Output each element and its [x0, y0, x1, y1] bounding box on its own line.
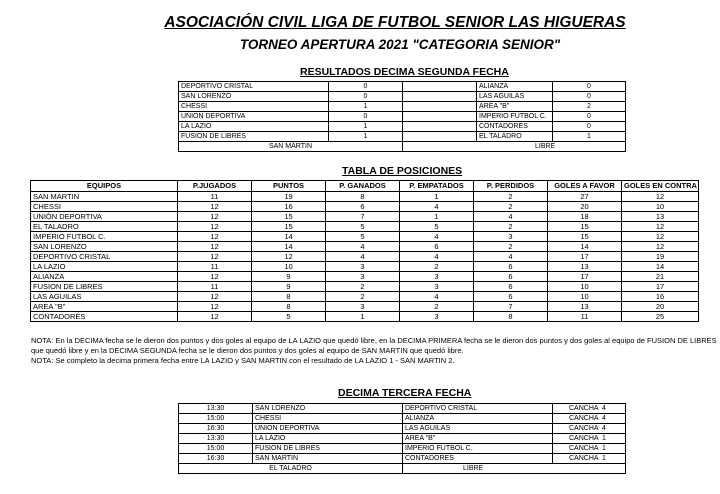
field-cell: CANCHA 1	[553, 444, 626, 454]
team-name: IMPERIO FUTBOL C.	[31, 232, 178, 242]
team-name: SAN MARTIN	[31, 192, 178, 202]
standings-table	[30, 180, 699, 322]
stat-cell: 7	[474, 302, 548, 312]
stat-cell: 17	[548, 252, 622, 262]
result-row	[179, 82, 626, 92]
fixture-row	[179, 424, 626, 434]
stat-cell: 5	[252, 312, 326, 322]
table-row	[31, 282, 699, 292]
stat-cell: 5	[326, 222, 400, 232]
away-team: ALIANZA	[477, 82, 553, 92]
stat-cell: 11	[178, 282, 252, 292]
note-line-1: NOTA: En la DECIMA fecha se le dieron dos puntos y dos goles al equipo de LA LAZIO que quedó libre, en la DECIMA PRIMERA fecha se le dieron dos puntos y dos goles al equipo de FUSION DE LIBRES	[31, 336, 717, 345]
home-team: FUSION DE LIBRES	[253, 444, 403, 454]
stat-cell: 4	[400, 232, 474, 242]
table-row	[31, 242, 699, 252]
home-team: SAN MARTIN	[253, 454, 403, 464]
stat-cell: 14	[252, 232, 326, 242]
home-team: UNION DEPORTIVA	[179, 112, 329, 122]
table-row	[31, 192, 699, 202]
stat-cell: 6	[474, 282, 548, 292]
stat-cell: 4	[474, 212, 548, 222]
away-team: IMPERIO FUTBOL C.	[477, 112, 553, 122]
home-team: UNION DEPORTIVA	[253, 424, 403, 434]
stat-cell: 12	[252, 252, 326, 262]
result-row	[179, 132, 626, 142]
stat-cell: 8	[326, 192, 400, 202]
column-header: P. GANADOS	[326, 181, 400, 192]
result-row	[179, 112, 626, 122]
table-row	[31, 272, 699, 282]
stat-cell: 12	[178, 292, 252, 302]
stat-cell: 15	[548, 222, 622, 232]
stat-cell: 10	[252, 262, 326, 272]
column-header: P. PERDIDOS	[474, 181, 548, 192]
stat-cell: 2	[474, 242, 548, 252]
stat-cell: 6	[474, 262, 548, 272]
stat-cell: 3	[400, 312, 474, 322]
stat-cell: 6	[474, 272, 548, 282]
away-score: 1	[553, 132, 626, 142]
column-header: GOLES EN CONTRA	[622, 181, 699, 192]
stat-cell: 8	[252, 302, 326, 312]
note-line-2: que quedó libre y en la DECIMA SEGUNDA fecha se le dieron dos puntos y dos goles al equipo de SAN MARTIN que quedó libre.	[31, 346, 464, 355]
stat-cell: 4	[326, 252, 400, 262]
bye-row	[179, 142, 626, 152]
column-header: PUNTOS	[252, 181, 326, 192]
stat-cell: 1	[400, 192, 474, 202]
away-team: CONTADORES	[403, 454, 553, 464]
stat-cell: 15	[252, 222, 326, 232]
home-score: 0	[329, 82, 403, 92]
home-team: LA LAZIO	[179, 122, 329, 132]
note-line-3: NOTA: Se completo la decima primera fecha entre LA LAZIO y SAN MARTIN con el resultado de LA LAZIO 1 - SAN MARTIN 2.	[31, 356, 455, 365]
team-name: CHESSI	[31, 202, 178, 212]
team-name: AREA "B"	[31, 302, 178, 312]
fixture-row	[179, 434, 626, 444]
result-row	[179, 102, 626, 112]
match-time: 13:30	[179, 434, 253, 444]
field-cell: CANCHA 4	[553, 424, 626, 434]
stat-cell: 13	[622, 212, 699, 222]
stat-cell: 6	[474, 292, 548, 302]
stat-cell: 20	[622, 302, 699, 312]
stat-cell: 19	[252, 192, 326, 202]
table-row	[31, 202, 699, 212]
stat-cell: 11	[178, 192, 252, 202]
stat-cell: 8	[252, 292, 326, 302]
stat-cell: 27	[548, 192, 622, 202]
page-title: ASOCIACIÓN CIVIL LIGA DE FUTBOL SENIOR LAS HIGUERAS	[164, 14, 626, 31]
stat-cell: 6	[326, 202, 400, 212]
stat-cell: 5	[326, 232, 400, 242]
stat-cell: 5	[400, 222, 474, 232]
spacer-cell	[403, 122, 477, 132]
team-name: ALIANZA	[31, 272, 178, 282]
table-row	[31, 292, 699, 302]
stat-cell: 12	[178, 212, 252, 222]
stat-cell: 12	[178, 242, 252, 252]
home-score: 0	[329, 112, 403, 122]
stat-cell: 12	[178, 312, 252, 322]
stat-cell: 17	[622, 282, 699, 292]
stat-cell: 2	[400, 302, 474, 312]
stat-cell: 12	[622, 222, 699, 232]
stat-cell: 13	[548, 302, 622, 312]
stat-cell: 1	[400, 212, 474, 222]
stat-cell: 11	[548, 312, 622, 322]
fixture-row	[179, 444, 626, 454]
stat-cell: 14	[622, 262, 699, 272]
column-header: P.JUGADOS	[178, 181, 252, 192]
standings-heading: TABLA DE POSICIONES	[342, 165, 463, 177]
fixture-row	[179, 414, 626, 424]
result-row	[179, 122, 626, 132]
stat-cell: 4	[474, 252, 548, 262]
away-score: 0	[553, 82, 626, 92]
stat-cell: 12	[622, 242, 699, 252]
table-row	[31, 232, 699, 242]
fixture-row	[179, 404, 626, 414]
spacer-cell	[403, 82, 477, 92]
field-cell: CANCHA 4	[553, 404, 626, 414]
bye-row	[179, 464, 626, 474]
stat-cell: 13	[548, 262, 622, 272]
stat-cell: 2	[474, 222, 548, 232]
home-score: 0	[329, 92, 403, 102]
match-time: 16:30	[179, 424, 253, 434]
results-heading: RESULTADOS DECIMA SEGUNDA FECHA	[300, 66, 509, 78]
away-team: AREA "B"	[403, 434, 553, 444]
away-score: 2	[553, 102, 626, 112]
spacer-cell	[403, 102, 477, 112]
stat-cell: 2	[326, 282, 400, 292]
team-name: SAN LORENZO	[31, 242, 178, 252]
stat-cell: 7	[326, 212, 400, 222]
fixture-row	[179, 454, 626, 464]
match-time: 15:00	[179, 414, 253, 424]
fixture-heading: DECIMA TERCERA FECHA	[338, 387, 472, 399]
team-name: FUSION DE LIBRES	[31, 282, 178, 292]
bye-team: EL TALADRO	[179, 464, 403, 474]
match-time: 16:30	[179, 454, 253, 464]
stat-cell: 3	[400, 282, 474, 292]
spacer-cell	[403, 112, 477, 122]
stat-cell: 16	[252, 202, 326, 212]
table-row	[31, 262, 699, 272]
stat-cell: 15	[252, 212, 326, 222]
stat-cell: 12	[622, 192, 699, 202]
stat-cell: 2	[474, 202, 548, 212]
stat-cell: 9	[252, 272, 326, 282]
stat-cell: 4	[400, 202, 474, 212]
stat-cell: 20	[548, 202, 622, 212]
team-name: UNIÓN DEPORTIVA	[31, 212, 178, 222]
home-team: SAN LORENZO	[179, 92, 329, 102]
stat-cell: 19	[622, 252, 699, 262]
stat-cell: 10	[622, 202, 699, 212]
stat-cell: 3	[326, 262, 400, 272]
home-score: 1	[329, 122, 403, 132]
stat-cell: 3	[326, 302, 400, 312]
stat-cell: 12	[178, 302, 252, 312]
home-team: SAN LORENZO	[253, 404, 403, 414]
home-score: 1	[329, 102, 403, 112]
fixture-table	[178, 403, 626, 474]
stat-cell: 3	[326, 272, 400, 282]
away-team: EL TALADRO	[477, 132, 553, 142]
stat-cell: 12	[178, 272, 252, 282]
team-name: DEPORTIVO CRISTAL	[31, 252, 178, 262]
home-team: CHESSI	[253, 414, 403, 424]
column-header: P. EMPATADOS	[400, 181, 474, 192]
stat-cell: 15	[548, 232, 622, 242]
field-cell: CANCHA 1	[553, 434, 626, 444]
match-time: 13:30	[179, 404, 253, 414]
away-team: IMPERIO FUTBOL C.	[403, 444, 553, 454]
stat-cell: 3	[474, 232, 548, 242]
stat-cell: 11	[178, 262, 252, 272]
away-team: LAS AGUILAS	[477, 92, 553, 102]
away-team: DEPORTIVO CRISTAL	[403, 404, 553, 414]
stat-cell: 6	[400, 242, 474, 252]
away-score: 0	[553, 122, 626, 132]
stat-cell: 4	[400, 292, 474, 302]
spacer-cell	[403, 92, 477, 102]
stat-cell: 16	[622, 292, 699, 302]
table-row	[31, 252, 699, 262]
stat-cell: 4	[326, 242, 400, 252]
stat-cell: 4	[400, 252, 474, 262]
team-name: LAS AGUILAS	[31, 292, 178, 302]
stat-cell: 18	[548, 212, 622, 222]
stat-cell: 12	[622, 232, 699, 242]
result-row	[179, 92, 626, 102]
field-cell: CANCHA 1	[553, 454, 626, 464]
stat-cell: 8	[474, 312, 548, 322]
bye-team: SAN MARTIN	[179, 142, 403, 152]
stat-cell: 2	[326, 292, 400, 302]
table-row	[31, 302, 699, 312]
table-row	[31, 212, 699, 222]
away-team: ALIANZA	[403, 414, 553, 424]
team-name: EL TALADRO	[31, 222, 178, 232]
page-subtitle: TORNEO APERTURA 2021 "CATEGORIA SENIOR"	[239, 37, 561, 52]
stat-cell: 9	[252, 282, 326, 292]
away-team: CONTADORES	[477, 122, 553, 132]
home-team: DEPORTIVO CRISTAL	[179, 82, 329, 92]
bye-label: LIBRE	[403, 464, 626, 474]
home-score: 1	[329, 132, 403, 142]
away-team: LAS AGUILAS	[403, 424, 553, 434]
stat-cell: 14	[548, 242, 622, 252]
away-score: 0	[553, 112, 626, 122]
team-name: LA LAZIO	[31, 262, 178, 272]
stat-cell: 10	[548, 282, 622, 292]
bye-label: LIBRE	[403, 142, 626, 152]
stat-cell: 2	[474, 192, 548, 202]
stat-cell: 12	[178, 252, 252, 262]
home-team: CHESSI	[179, 102, 329, 112]
stat-cell: 12	[178, 222, 252, 232]
away-team: AREA "B"	[477, 102, 553, 112]
stat-cell: 2	[400, 262, 474, 272]
stat-cell: 21	[622, 272, 699, 282]
table-row	[31, 312, 699, 322]
stat-cell: 17	[548, 272, 622, 282]
away-score: 0	[553, 92, 626, 102]
spacer-cell	[403, 132, 477, 142]
home-team: LA LAZIO	[253, 434, 403, 444]
match-time: 15:00	[179, 444, 253, 454]
field-cell: CANCHA 4	[553, 414, 626, 424]
column-header: GOLES A FAVOR	[548, 181, 622, 192]
column-header: EQUIPOS	[31, 181, 178, 192]
stat-cell: 1	[326, 312, 400, 322]
stat-cell: 25	[622, 312, 699, 322]
table-row	[31, 222, 699, 232]
home-team: FUSION DE LIBRES	[179, 132, 329, 142]
stat-cell: 14	[252, 242, 326, 252]
results-table	[178, 81, 626, 152]
team-name: CONTADORES	[31, 312, 178, 322]
stat-cell: 10	[548, 292, 622, 302]
stat-cell: 12	[178, 202, 252, 212]
stat-cell: 12	[178, 232, 252, 242]
stat-cell: 3	[400, 272, 474, 282]
